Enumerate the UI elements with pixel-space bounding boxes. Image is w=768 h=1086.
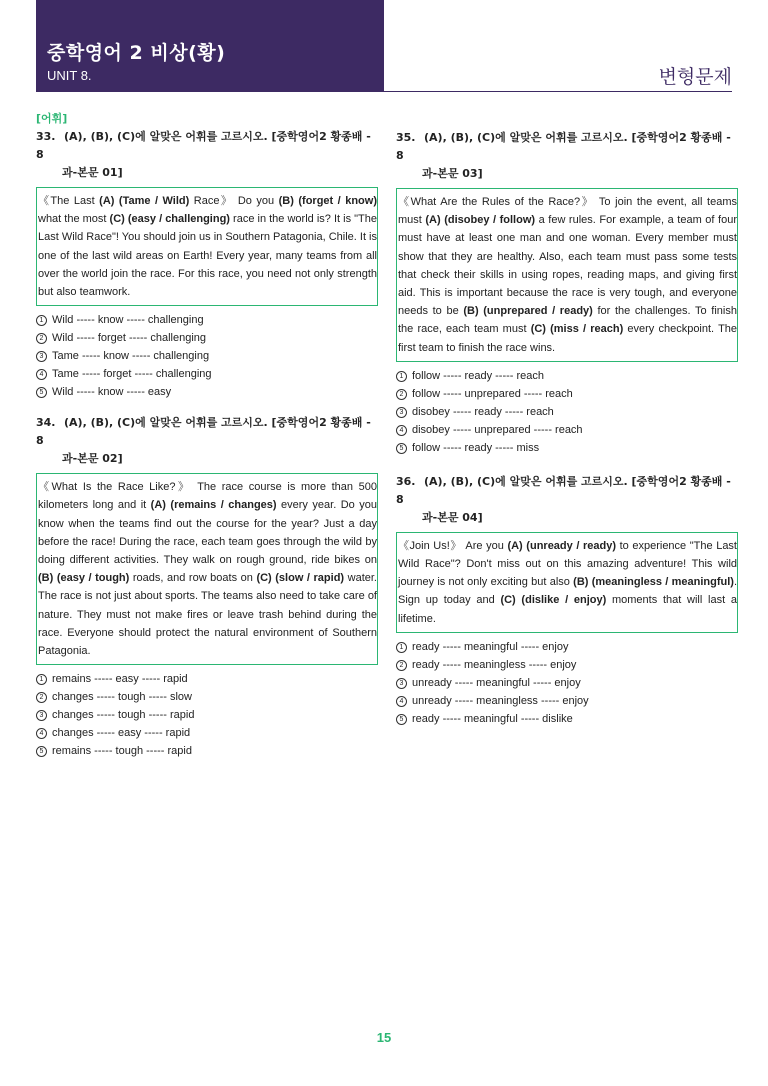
question-text: (A), (B), (C)에 알맞은 어휘를 고르시오. [중학영어2 황종배 - 8	[396, 131, 731, 162]
option-text: ready ----- meaningful ----- enjoy	[412, 640, 569, 653]
question-source: 과-본문 04]	[422, 510, 483, 524]
passage-text: 《Join Us!》 Are you	[398, 539, 508, 552]
answer-option[interactable]	[36, 670, 378, 688]
passage-text: Race》 Do you	[189, 195, 279, 207]
option-number-icon: 1	[36, 315, 47, 326]
option-number-icon: 4	[36, 369, 47, 380]
option-text: remains ----- tough ----- rapid	[52, 745, 192, 758]
blank-choice: (C) (dislike / enjoy)	[500, 594, 607, 607]
question-number: 34.	[36, 416, 56, 430]
question-prompt	[396, 473, 738, 527]
answer-options	[396, 367, 738, 457]
option-number-icon: 5	[396, 714, 407, 725]
option-text: ready ----- meaningful ----- dislike	[412, 712, 573, 725]
option-text: Wild ----- know ----- challenging	[52, 314, 204, 327]
option-number-icon: 5	[36, 387, 47, 398]
blank-choice: (B) (meaningless / meaningful)	[573, 576, 734, 589]
option-text: Tame ----- forget ----- challenging	[52, 368, 212, 381]
passage-box	[396, 532, 738, 633]
passage-text: 《The Last	[38, 195, 100, 207]
answer-option[interactable]	[36, 383, 378, 401]
question-prompt	[396, 129, 738, 183]
answer-option[interactable]	[396, 439, 738, 457]
question-34	[36, 414, 378, 760]
answer-option[interactable]	[396, 421, 738, 439]
passage-text: for the challenges. To finish the race, each team must	[398, 305, 737, 336]
header-right-label: 변형문제	[658, 66, 732, 88]
header-unit: UNIT 8.	[47, 68, 92, 83]
question-text: (A), (B), (C)에 알맞은 어휘를 고르시오. [중학영어2 황종배 - 8	[396, 474, 731, 506]
right-column	[396, 129, 738, 728]
passage-box	[36, 473, 378, 665]
question-number: 33.	[36, 130, 56, 143]
question-text: (A), (B), (C)에 알맞은 어휘를 고르시오. [중학영어2 황종배 - 8	[36, 130, 371, 161]
passage-text: a few rules. For example, a team of four must have at least one man and one woman. Every member must show that they are healthy. Also, each team must pass some tests that check their skills in using ropes, reading maps, and giving first aid. This is important because the race is very tough, and everyone needs to be	[398, 214, 737, 318]
option-text: unready ----- meaningful ----- enjoy	[412, 676, 581, 689]
option-text: follow ----- ready ----- miss	[412, 441, 540, 454]
answer-option[interactable]	[396, 385, 738, 403]
option-number-icon: 5	[36, 746, 47, 757]
option-text: remains ----- easy ----- rapid	[52, 673, 188, 686]
answer-option[interactable]	[396, 638, 738, 656]
option-number-icon: 1	[36, 674, 47, 685]
passage-box	[396, 188, 738, 362]
blank-choice: (C) (miss / reach)	[530, 323, 624, 336]
answer-option[interactable]	[36, 706, 378, 724]
answer-option[interactable]	[36, 688, 378, 706]
option-text: changes ----- tough ----- rapid	[52, 709, 195, 722]
option-number-icon: 2	[36, 333, 47, 344]
answer-option[interactable]	[36, 347, 378, 365]
passage-text: to experience "The Last Wild Race"? Don't miss out on this amazing adventure! This wild journey is not only exciting but also	[398, 539, 737, 589]
option-text: unready ----- meaningless ----- enjoy	[412, 694, 589, 707]
passage-text: water. The race is not just about sports. The teams also need to take care of nature. They must not make fires or leave trash behind during the race. Everyone should protect the natural environment of Southern Patagonia.	[38, 572, 377, 658]
question-number: 36.	[396, 474, 416, 488]
question-source: 과-본문 01]	[62, 166, 123, 179]
option-text: Wild ----- forget ----- challenging	[52, 332, 207, 345]
question-33	[36, 128, 378, 401]
option-number-icon: 3	[396, 407, 407, 418]
blank-choice: (B) (forget / know)	[278, 195, 377, 207]
passage-text: race in the world is? It is "The Last Wild Race"! You should join us in Southern Patagonia, Chile. It is one of the last wild areas on Earth! Every year, many teams from all over the world join the race. For this race, you need not only strength but also teamwork.	[38, 213, 377, 299]
passage-text: roads, and row boats on	[129, 572, 257, 585]
section-tag: [어휘]	[36, 112, 68, 125]
option-number-icon: 2	[36, 692, 47, 703]
answer-option[interactable]	[396, 710, 738, 728]
question-prompt	[36, 414, 378, 468]
option-number-icon: 2	[396, 389, 407, 400]
answer-option[interactable]	[396, 656, 738, 674]
option-text: disobey ----- ready ----- reach	[412, 405, 554, 418]
answer-option[interactable]	[396, 692, 738, 710]
blank-choice: (A) (Tame / Wild)	[99, 195, 190, 207]
answer-options	[36, 311, 378, 401]
passage-text: what the most	[38, 213, 110, 226]
answer-option[interactable]	[396, 367, 738, 385]
header-title: 중학영어 2 비상(황)	[47, 42, 226, 64]
question-source: 과-본문 03]	[422, 167, 483, 180]
answer-option[interactable]	[36, 311, 378, 329]
passage-text: every checkpoint. The first team to finish the race wins.	[398, 323, 738, 354]
option-number-icon: 4	[396, 696, 407, 707]
question-source: 과-본문 02]	[62, 452, 123, 466]
option-text: ready ----- meaningless ----- enjoy	[412, 658, 577, 671]
option-number-icon: 3	[396, 678, 407, 689]
blank-choice: (A) (unready / ready)	[507, 539, 617, 552]
option-text: Wild ----- know ----- easy	[52, 386, 172, 399]
option-text: changes ----- tough ----- slow	[52, 691, 192, 704]
blank-choice: (B) (unprepared / ready)	[463, 305, 593, 318]
option-number-icon: 2	[396, 660, 407, 671]
option-text: follow ----- ready ----- reach	[412, 369, 545, 382]
answer-options	[36, 670, 378, 760]
option-number-icon: 3	[36, 351, 47, 362]
blank-choice: (A) (disobey / follow)	[425, 214, 536, 227]
option-text: changes ----- easy ----- rapid	[52, 727, 191, 740]
answer-options	[396, 638, 738, 728]
answer-option[interactable]	[36, 724, 378, 742]
option-text: disobey ----- unprepared ----- reach	[412, 423, 583, 436]
option-text: Tame ----- know ----- challenging	[52, 350, 210, 363]
question-number: 35.	[396, 131, 416, 144]
question-text: (A), (B), (C)에 알맞은 어휘를 고르시오. [중학영어2 황종배 - 8	[36, 416, 371, 448]
question-36	[396, 473, 738, 728]
answer-option[interactable]	[396, 674, 738, 692]
left-column	[36, 110, 378, 760]
answer-option[interactable]	[36, 365, 378, 383]
header-divider	[384, 91, 732, 92]
passage-text: 《What Is the Race Like?》 The race course is more than 500 kilometers long and it	[38, 481, 377, 512]
page-number: 15	[376, 1030, 392, 1045]
option-number-icon: 5	[396, 443, 407, 454]
blank-choice: (C) (slow / rapid)	[256, 572, 345, 585]
option-number-icon: 4	[36, 728, 47, 739]
passage-text: . Sign up today and	[398, 576, 737, 607]
option-number-icon: 4	[396, 425, 407, 436]
passage-text: every year. Do you know when the teams find out the course for the year? Just a day before the race! During the race, each team goes through the wild by doing different activities. They walk on rough ground, ride bikes on	[38, 499, 377, 567]
blank-choice: (C) (easy / challenging)	[109, 213, 230, 226]
passage-box	[36, 187, 378, 306]
question-prompt	[36, 128, 378, 182]
blank-choice: (B) (easy / tough)	[38, 572, 130, 585]
option-number-icon: 1	[396, 371, 407, 382]
passage-text: 《What Are the Rules of the Race?》 To join the event, all teams must	[398, 196, 737, 227]
answer-option[interactable]	[396, 403, 738, 421]
answer-option[interactable]	[36, 742, 378, 760]
option-number-icon: 3	[36, 710, 47, 721]
question-35	[396, 129, 738, 457]
option-text: follow ----- unprepared ----- reach	[412, 387, 573, 400]
answer-option[interactable]	[36, 329, 378, 347]
passage-text: moments that will last a lifetime.	[398, 594, 737, 625]
option-number-icon: 1	[396, 642, 407, 653]
blank-choice: (A) (remains / changes)	[150, 499, 277, 512]
